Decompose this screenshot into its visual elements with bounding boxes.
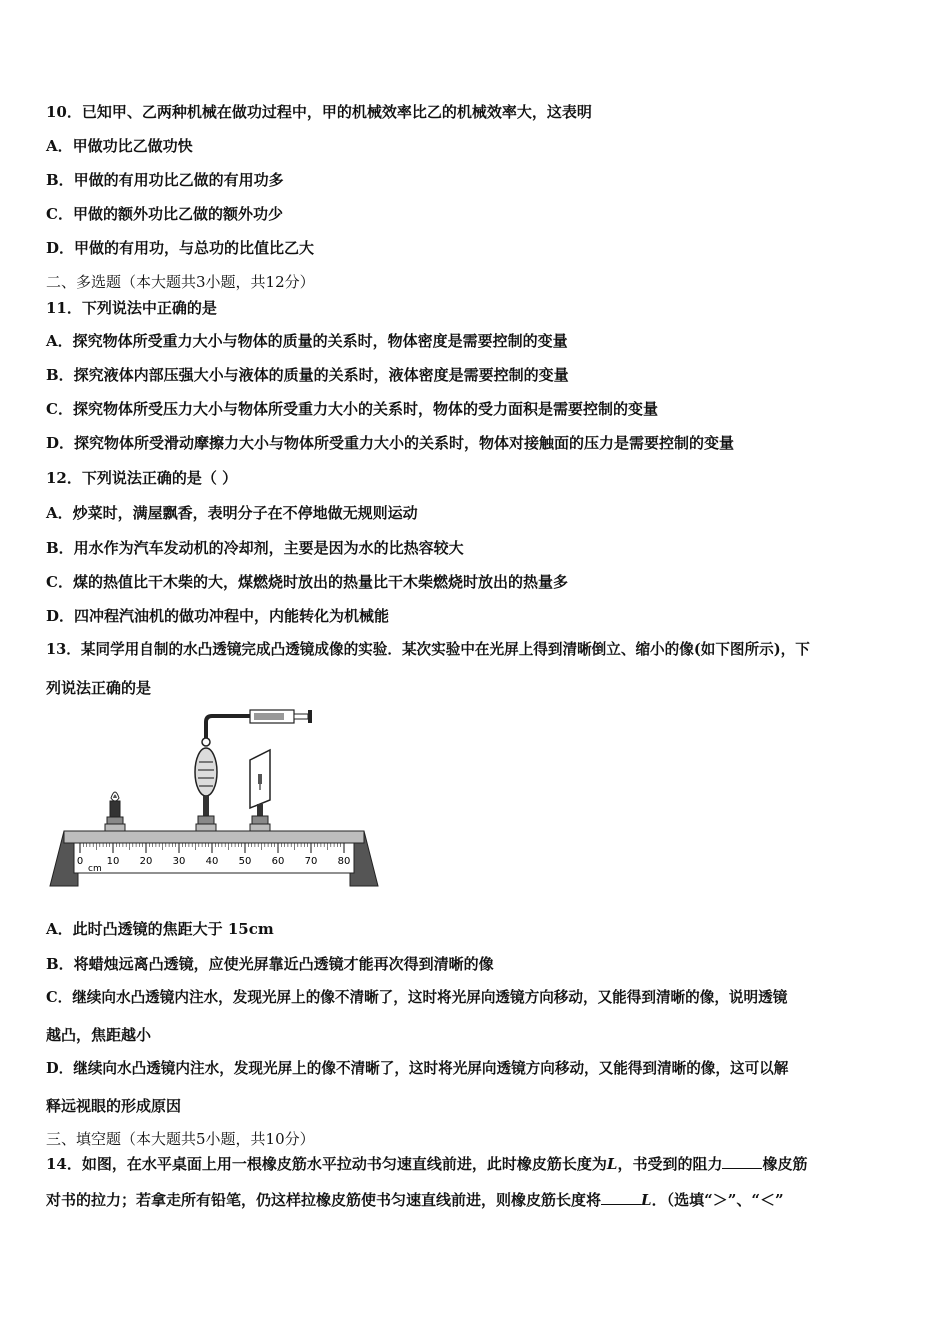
q13-option-d-line1: D．继续向水凸透镜内注水，发现光屏上的像不清晰了，这时将光屏向透镜方向移动，又能得到清晰的像，这可以解	[46, 1060, 789, 1077]
optical-bench-figure	[44, 704, 384, 894]
light-screen	[250, 750, 270, 831]
q12-option-a: A．炒菜时，满屋飘香，表明分子在不停地做无规则运动	[46, 504, 418, 522]
ruler-tick-label: 20	[139, 856, 153, 867]
q14-line1	[46, 1154, 807, 1174]
q13-option-d-line2: 释远视眼的形成原因	[46, 1097, 182, 1115]
q10-option-c: C．甲做的额外功比乙做的额外功少	[46, 205, 283, 223]
bench-top-rail	[64, 831, 364, 843]
q11-option-d: D．探究物体所受滑动摩擦力大小与物体所受重力大小的关系时，物体对接触面的压力是需要控制的变量	[46, 434, 735, 452]
q14-line2	[46, 1190, 784, 1210]
q13-option-c-line2: 越凸，焦距越小	[46, 1026, 152, 1044]
q14-line2-part-a: 对书的拉力；若拿走所有铅笔，仍这样拉橡皮筋使书匀速直线前进，则橡皮筋长度将	[46, 1191, 602, 1209]
q14-var-L: L	[606, 1155, 618, 1173]
ruler-tick-label: 10	[106, 856, 120, 867]
ruler-unit-label: cm	[88, 864, 102, 874]
q14-blank-1[interactable]	[722, 1154, 762, 1169]
q14-line1-part-a: 14．如图，在水平桌面上用一根橡皮筋水平拉动书匀速直线前进，此时橡皮筋长度为	[46, 1155, 607, 1173]
q10-option-b: B．甲做的有用功比乙做的有用功多	[46, 171, 284, 189]
q13-stem-line2: 列说法正确的是	[46, 679, 152, 697]
ruler-tick-label: 0	[76, 856, 84, 867]
ruler-tick-label: 30	[172, 856, 186, 867]
q14-var-L-2: L	[641, 1191, 652, 1209]
q12-stem: 12．下列说法正确的是（ ）	[46, 469, 238, 487]
section-2-heading: 二、多选题（本大题共3小题，共12分）	[46, 273, 315, 291]
ruler-tick-label: 60	[271, 856, 285, 867]
q13-stem-line1: 13．某同学用自制的水凸透镜完成凸透镜成像的实验．某次实验中在光屏上得到清晰倒立、缩小的像(如下图所示)，下	[46, 641, 810, 658]
q14-blank-2[interactable]	[601, 1190, 641, 1205]
q14-line1-part-c: 橡皮筋	[762, 1155, 808, 1173]
q10-option-d: D．甲做的有用功，与总功的比值比乙大	[46, 239, 315, 257]
candle	[105, 792, 125, 831]
q13-option-c-line1: C．继续向水凸透镜内注水，发现光屏上的像不清晰了，这时将光屏向透镜方向移动，又能得到清晰的像，说明透镜	[46, 989, 788, 1006]
ruler-tick-label: 50	[238, 856, 252, 867]
q11-option-a: A．探究物体所受重力大小与物体的质量的关系时，物体密度是需要控制的变量	[46, 332, 568, 350]
q13-option-a: A．此时凸透镜的焦距大于 15cm	[46, 920, 274, 938]
q12-option-d: D．四冲程汽油机的做功冲程中，内能转化为机械能	[46, 607, 390, 625]
q12-option-b: B．用水作为汽车发动机的冷却剂，主要是因为水的比热容较大	[46, 539, 464, 557]
q11-option-c: C．探究物体所受压力大小与物体所受重力大小的关系时，物体的受力面积是需要控制的变量	[46, 400, 658, 418]
ruler-tick-label: 80	[337, 856, 351, 867]
ruler-tick-label: 70	[304, 856, 318, 867]
q10-option-a: A．甲做功比乙做功快	[46, 137, 193, 155]
q14-line2-part-b: ．（选填“＞”、“＜”	[651, 1191, 784, 1209]
ruler-tick-label: 40	[205, 856, 219, 867]
q13-option-b: B．将蜡烛远离凸透镜，应使光屏靠近凸透镜才能再次得到清晰的像	[46, 955, 494, 973]
section-3-heading: 三、填空题（本大题共5小题，共10分）	[46, 1130, 315, 1148]
q12-option-c: C．煤的热值比干木柴的大，煤燃烧时放出的热量比干木柴燃烧时放出的热量多	[46, 573, 568, 591]
q11-stem: 11．下列说法中正确的是	[46, 299, 217, 317]
q10-stem: 10．已知甲、乙两种机械在做功过程中，甲的机械效率比乙的机械效率大，这表明	[46, 103, 592, 121]
q11-option-b: B．探究液体内部压强大小与液体的质量的关系时，液体密度是需要控制的变量	[46, 366, 569, 384]
q14-line1-part-b: ，书受到的阻力	[617, 1155, 723, 1173]
